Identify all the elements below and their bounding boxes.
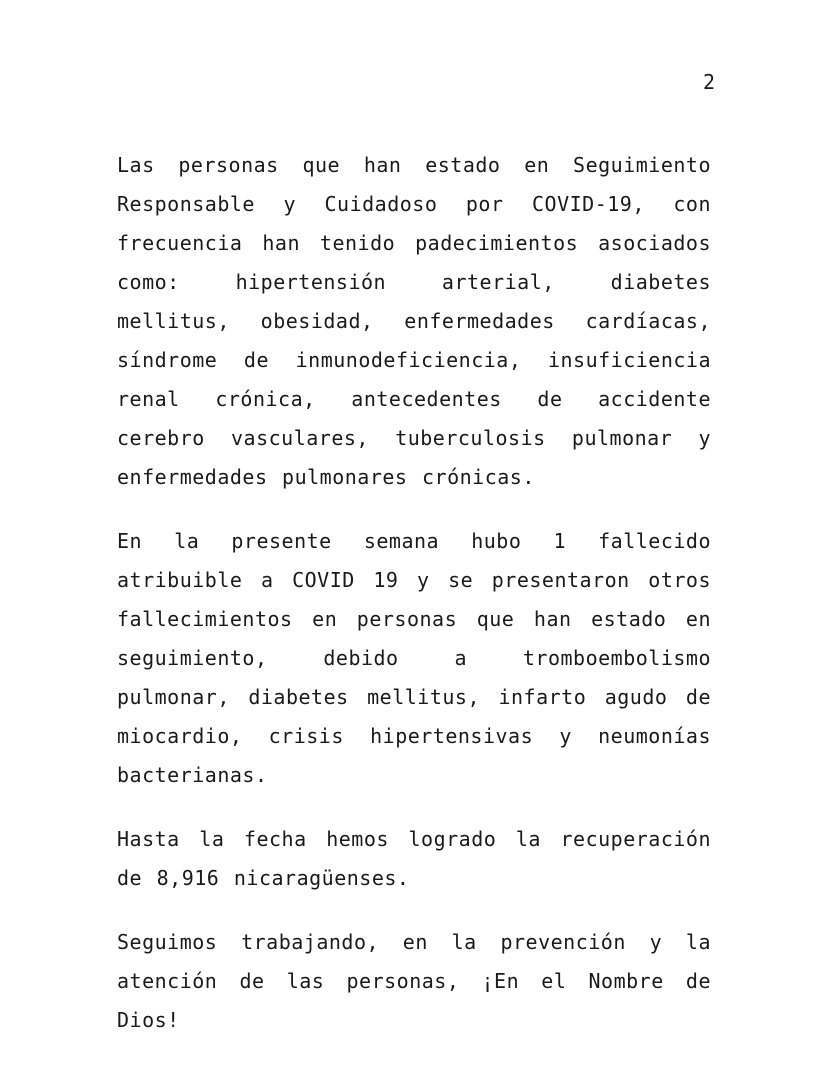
document-body xyxy=(117,146,711,1040)
paragraph-seguimiento-padecimientos: Las personas que han estado en Seguimiento Responsable y Cuidadoso por COVID-19, con frecuencia han tenido padecimientos asociados como: hipertensión arterial, diabetes mellitus, obesidad, enfermedades cardíacas, síndrome de inmunodeficiencia, insuficiencia renal crónica, antecedentes de accidente cerebro vasculares, tuberculosis pulmonar y enfermedades pulmonares crónicas. xyxy=(117,153,711,489)
paragraph-fallecidos-semana: En la presente semana hubo 1 fallecido atribuible a COVID 19 y se presentaron otros fallecimientos en personas que han estado en seguimiento, debido a tromboembolismo pulmonar, diabetes mellitus, infarto agudo de miocardio, crisis hipertensivas y neumonías bacterianas. xyxy=(117,529,711,787)
paragraph-recuperados: Hasta la fecha hemos logrado la recuperación de 8,916 nicaragüenses. xyxy=(117,827,711,890)
paragraph-cierre: Seguimos trabajando, en la prevención y la atención de las personas, ¡En el Nombre de Dios! xyxy=(117,930,711,1032)
page-number: 2 xyxy=(702,70,715,94)
